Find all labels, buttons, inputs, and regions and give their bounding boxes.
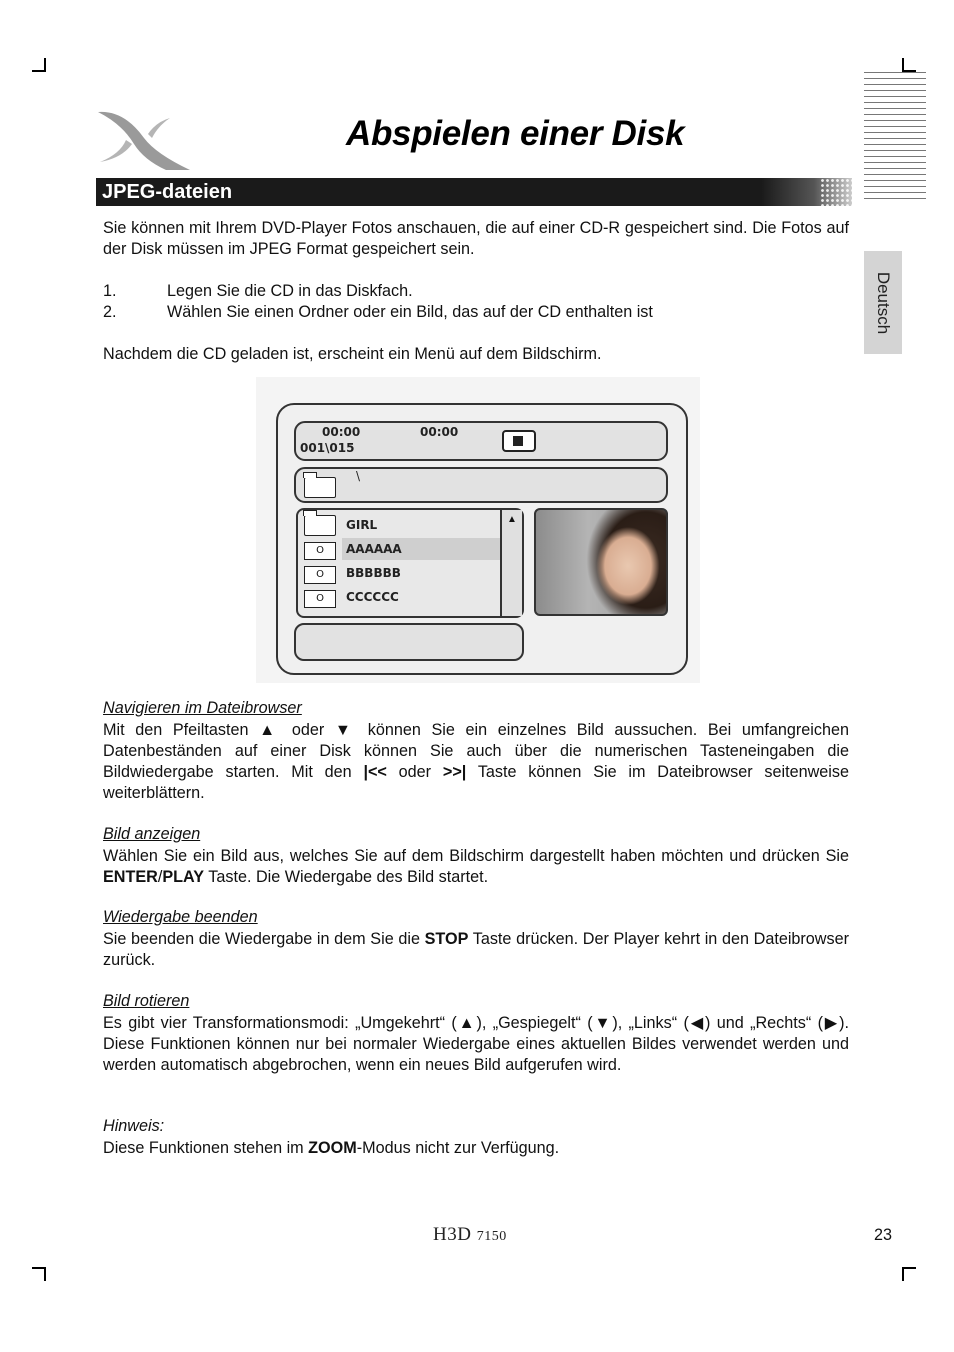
- elapsed-time: 00:00: [322, 425, 361, 439]
- list-item[interactable]: AAAAAA: [346, 542, 402, 556]
- crop-mark-bottom-left: [32, 1267, 46, 1281]
- crop-mark-bottom-right: [902, 1267, 916, 1281]
- crop-mark-top-right: [902, 58, 916, 72]
- scroll-up-icon[interactable]: ▲: [507, 514, 517, 525]
- status-bar: [294, 421, 668, 461]
- folder-icon: [304, 515, 336, 536]
- list-item[interactable]: CCCCCC: [346, 590, 399, 604]
- stop-icon: [502, 430, 536, 452]
- path-text: \: [356, 469, 361, 483]
- stop-paragraph: Sie beenden die Wiedergabe in dem Sie die STOP Taste drücken. Der Player kehrt in den Dateibrowser zurück.: [103, 930, 849, 969]
- file-list[interactable]: [296, 508, 524, 618]
- menu-screenshot: [256, 377, 700, 683]
- model-name: H3D 7150: [433, 1224, 507, 1245]
- nav-heading: Navigieren im Dateibrowser: [103, 699, 302, 717]
- step-1-text: Legen Sie die CD in das Diskfach.: [167, 282, 413, 300]
- after-load-paragraph: Nachdem die CD geladen ist, erscheint ein Menü auf dem Bildschirm.: [103, 345, 602, 363]
- section-header-bar: [96, 178, 852, 206]
- brand-logo-icon: [94, 104, 194, 176]
- show-heading: Bild anzeigen: [103, 825, 201, 843]
- folder-icon: [304, 477, 336, 498]
- step-1-number: 1.: [103, 282, 117, 300]
- hint-paragraph: Diese Funktionen stehen im ZOOM-Modus nicht zur Verfügung.: [103, 1139, 560, 1157]
- show-paragraph: Wählen Sie ein Bild aus, welches Sie auf dem Bildschirm dargestellt haben möchten und drücken Sie ENTER/PLAY Taste. Die Wiedergabe des Bild startet.: [103, 847, 849, 886]
- language-tab-label: Deutsch: [874, 271, 893, 334]
- info-bar: [294, 623, 524, 661]
- step-2-number: 2.: [103, 303, 117, 321]
- section-title: JPEG-dateien: [102, 181, 233, 203]
- step-2-text: Wählen Sie einen Ordner oder ein Bild, das auf der CD enthalten ist: [167, 303, 653, 321]
- photo-preview: [534, 508, 668, 616]
- image-file-icon: O: [304, 590, 336, 608]
- stop-heading: Wiedergabe beenden: [103, 908, 258, 926]
- hint-heading: Hinweis:: [103, 1117, 165, 1135]
- list-scrollbar[interactable]: [500, 510, 522, 616]
- nav-paragraph: Mit den Pfeiltasten ▲ oder ▼ können Sie ein einzelnes Bild aussuchen. Bei umfangreichen Datenbeständen auf einer Disk können Sie auch über die numerischen Tasteneingaben die Bildwiedergabe starten. Mit den |<< oder >>| Taste können Sie im Dateibrowser seitenweise weiterblättern.: [103, 721, 849, 802]
- image-file-icon: O: [304, 566, 336, 584]
- list-item[interactable]: BBBBBB: [346, 566, 401, 580]
- image-file-icon: O: [304, 542, 336, 560]
- path-bar: [294, 467, 668, 503]
- track-counter: 001\015: [300, 441, 355, 455]
- page-number: 23: [874, 1226, 893, 1244]
- intro-paragraph: Sie können mit Ihrem DVD-Player Fotos anschauen, die auf einer CD-R gespeichert sind. Die Fotos auf der Disk müssen im JPEG Format gespeichert sein.: [103, 219, 849, 258]
- decorative-lines: [864, 72, 926, 200]
- crop-mark-top-left: [32, 58, 46, 72]
- rotate-heading: Bild rotieren: [103, 992, 190, 1010]
- page-title: Abspielen einer Disk: [346, 114, 685, 153]
- tv-screen-frame: [276, 403, 688, 675]
- language-tab: [864, 251, 902, 354]
- total-time: 00:00: [420, 425, 459, 439]
- list-item[interactable]: GIRL: [346, 518, 378, 532]
- section-bar-pattern: [820, 178, 852, 206]
- rotate-paragraph: Es gibt vier Transformationsmodi: „Umgekehrt“ (▲), „Gespiegelt“ (▼), „Links“ (◀) und „Rechts“ (▶). Diese Funktionen können nur bei normaler Wiedergabe eines aktuellen Bildes verwendet werden und werden automatisch abgebrochen, wenn ein neues Bild aufgerufen wird.: [103, 1014, 849, 1074]
